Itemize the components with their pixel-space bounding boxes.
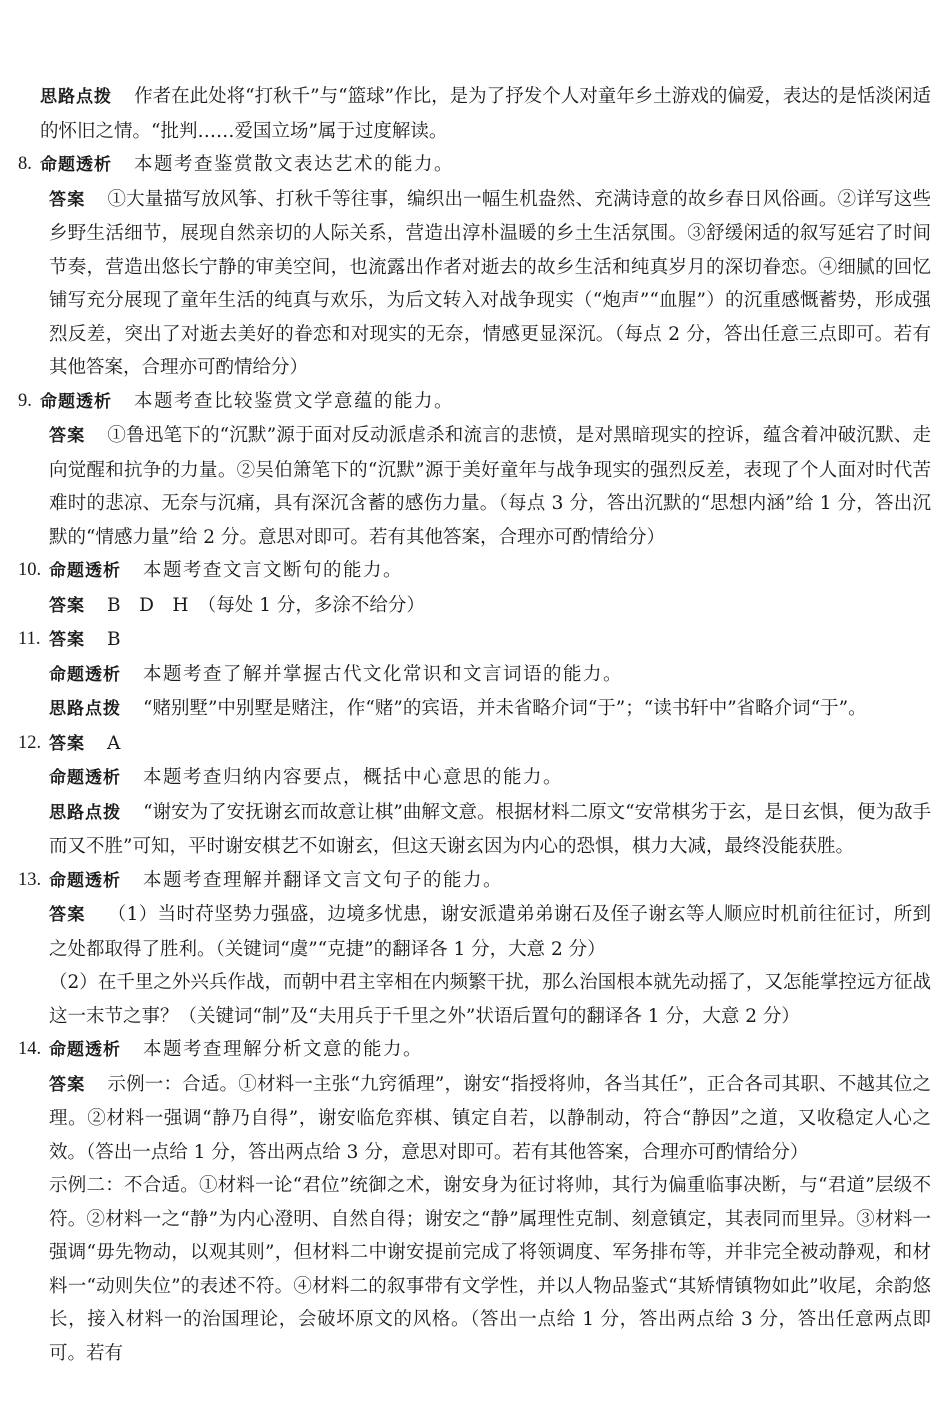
question-10 — [0, 554, 940, 589]
q7-hint — [40, 80, 931, 148]
q14-example-2 — [49, 1169, 931, 1370]
hint-text: “赌别墅”中别墅是赌注，作“赌”的宾语，并未省略介词“于”；“读书轩中”省略介词“于”。 — [143, 698, 867, 719]
question-number: 13. — [18, 869, 42, 890]
intent-label: 命题透析 — [49, 561, 121, 581]
question-number: 8. — [18, 154, 32, 174]
q9-answer — [49, 419, 931, 554]
question-14 — [0, 1033, 940, 1068]
q13-answer-2 — [49, 966, 931, 1033]
answer-text: B D H （每处 1 分，多涂不给分） — [107, 594, 425, 616]
question-11 — [0, 623, 940, 658]
intent-text: 本题考查理解并翻译文言文句子的能力。 — [143, 869, 504, 891]
answer-text: 示例二：不合适。①材料一论“君位”统御之术，谢安身为征讨将帅，其行为偏重临事决断，与“君道”层级不符。②材料一之“静”为内心澄明、自然自得；谢安之“静”属理性克制、刻意镇定，其表同而里异。③材料一强调“毋先物动，以观其则”，但材料二中谢安提前完成了将领调度、军务排布等，并非完全被动静观，和材料一“动则失位”的表述不符。④材料二的叙事带有文学性，并以人物品鉴式“其矫情镇物如此”收尾，余韵悠长，接入材料一的治国理论，会破坏原文的风格。（答出一点给 1 分，答出两点给 3 分，答出任意两点即可。若有 — [49, 1175, 931, 1364]
intent-text: 本题考查文言文断句的能力。 — [143, 560, 404, 581]
answer-label: 答案 — [49, 630, 85, 650]
question-number: 9. — [18, 390, 32, 411]
hint-text: “谢安为了安抚谢玄而故意让棋”曲解文意。根据材料二原文“安常棋劣于玄，是日玄惧，便为敌手而又不胜”可知，平时谢安棋艺不如谢玄，但这天谢玄因为内心的恐惧，棋力大减，最终没能获胜。 — [49, 801, 932, 857]
intent-label: 命题透析 — [49, 870, 121, 891]
q13-answer-1 — [49, 898, 931, 966]
question-8 — [0, 148, 931, 183]
answer-text: 示例一：合适。①材料一主张“九窍循理”，谢安“指授将帅，各当其任”，正合各司其职、不越其位之理。②材料一强调“静乃自得”，谢安临危弈棋、镇定自若，以静制动，符合“静因”之道，又收稳定人心之效。（答出一点给 1 分，答出两点给 3 分，意思对即可。若有其他答案，合理亦可酌情给分） — [49, 1073, 931, 1163]
hint-text: 作者在此处将“打秋千”与“篮球”作比，是为了抒发个人对童年乡土游戏的偏爱，表达的是恬淡闲适的怀旧之情。“批判……爱国立场”属于过度解读。 — [40, 86, 931, 142]
answer-text: （2）在千里之外兴兵作战，而朝中君主宰相在内频繁干扰，那么治国根本就先动摇了，又怎能掌控远方征战这一末节之事？（关键词“制”及“夫用兵于千里之外”状语后置句的翻译各 1 分，大意 2 分） — [49, 972, 931, 1027]
answer-text: B — [107, 629, 121, 650]
answer-label: 答案 — [49, 595, 85, 616]
intent-label: 命题透析 — [49, 768, 121, 788]
hint-label: 思路点拨 — [49, 699, 121, 719]
answer-text: （1）当时苻坚势力强盛，边境多忧患，谢安派遣弟弟谢石及侄子谢玄等人顺应时机前往征讨，所到之处都取得了胜利。（关键词“虞”“克捷”的翻译各 1 分，大意 2 分） — [49, 904, 931, 960]
q12-hint — [49, 796, 931, 864]
question-9 — [0, 385, 931, 420]
hint-label: 思路点拨 — [49, 802, 122, 823]
q11-hint — [49, 692, 931, 727]
answer-label: 答案 — [49, 189, 86, 210]
intent-label: 命题透析 — [40, 391, 112, 412]
answer-document — [0, 80, 950, 1370]
question-number: 11. — [18, 629, 41, 649]
answer-text: ①鲁迅笔下的“沉默”源于面对反动派虐杀和流言的悲愤，是对黑暗现实的控诉，蕴含着冲破沉默、走向觉醒和抗争的力量。②吴伯箫笔下的“沉默”源于美好童年与战争现实的强烈反差，表现了个人面对时代苦难时的悲凉、无奈与沉痛，具有深沉含蓄的感伤力量。（每点 3 分，答出沉默的“思想内涵”给 1 分，答出沉默的“情感力量”给 2 分。意思对即可。若有其他答案，合理亦可酌情给分） — [49, 425, 932, 548]
q11-intent — [49, 658, 931, 693]
question-number: 14. — [18, 1039, 42, 1059]
question-number: 10. — [18, 560, 42, 580]
intent-text: 本题考查理解分析文意的能力。 — [143, 1039, 424, 1060]
intent-text: 本题考查比较鉴赏文学意蕴的能力。 — [134, 390, 455, 412]
question-13 — [0, 864, 940, 899]
intent-label: 命题透析 — [40, 155, 112, 175]
q8-answer — [49, 183, 931, 385]
q14-example-1 — [49, 1068, 931, 1170]
q10-answer — [49, 589, 931, 624]
answer-label: 答案 — [49, 1074, 86, 1095]
intent-text: 本题考查归纳内容要点，概括中心意思的能力。 — [143, 767, 564, 788]
intent-label: 命题透析 — [49, 1040, 121, 1060]
q12-intent — [49, 761, 931, 796]
answer-text: ①大量描写放风筝、打秋千等往事，编织出一幅生机盎然、充满诗意的故乡春日风俗画。②详写这些乡野生活细节，展现自然亲切的人际关系，营造出淳朴温暖的乡土生活氛围。③舒缓闲适的叙写延宕了时间节奏，营造出悠长宁静的审美空间，也流露出作者对逝去的故乡生活和纯真岁月的深切眷恋。④细腻的回忆铺写充分展现了童年生活的纯真与欢乐，为后文转入对战争现实（“炮声”“血腥”）的沉重感慨蓄势，形成强烈反差，突出了对逝去美好的眷恋和对现实的无奈，情感更显深沉。（每点 2 分，答出任意三点即可。若有其他答案，合理亦可酌情给分） — [49, 188, 931, 378]
question-number: 12. — [18, 732, 42, 753]
answer-text: A — [107, 732, 121, 754]
answer-label: 答案 — [49, 733, 85, 754]
answer-label: 答案 — [49, 426, 86, 446]
intent-text: 本题考查了解并掌握古代文化常识和文言词语的能力。 — [143, 663, 624, 685]
answer-label: 答案 — [49, 905, 86, 925]
question-12 — [0, 727, 940, 762]
hint-label: 思路点拨 — [40, 87, 113, 107]
intent-label: 命题透析 — [49, 664, 121, 685]
intent-text: 本题考查鉴赏散文表达艺术的能力。 — [134, 154, 455, 175]
